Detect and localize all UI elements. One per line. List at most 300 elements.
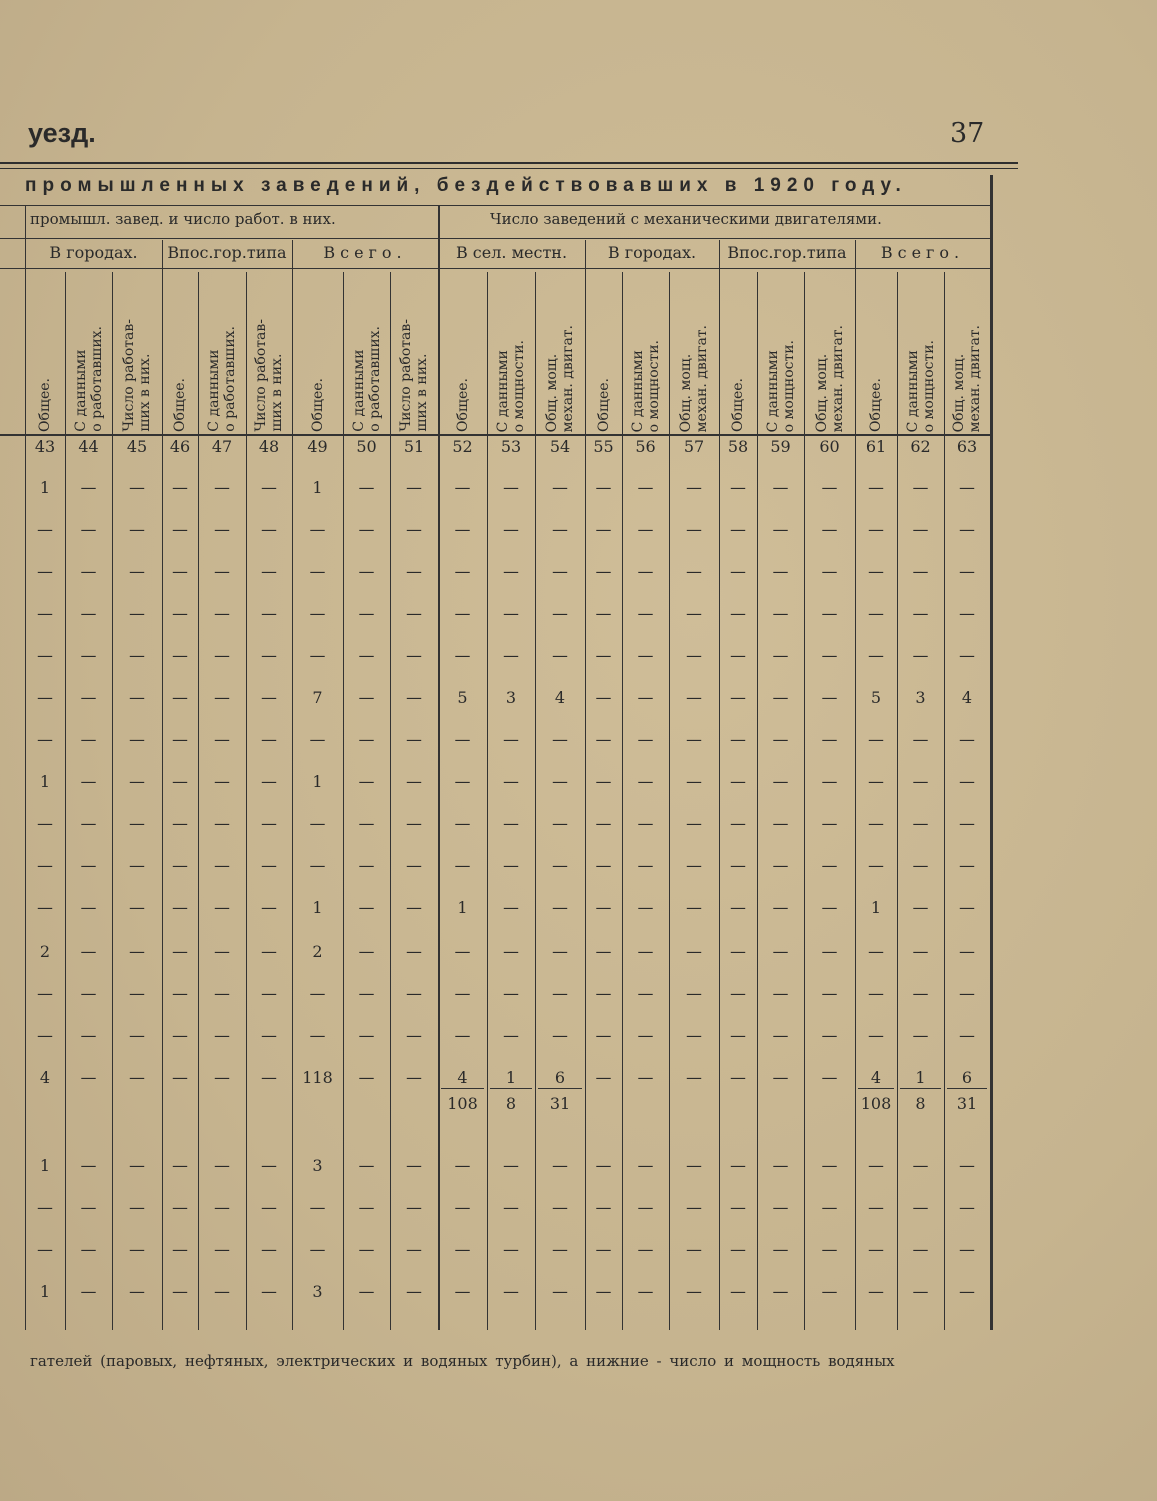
data-cell: 8 xyxy=(915,1094,926,1113)
column-header-text: Общ. мощ. механ. двигат. xyxy=(678,324,710,432)
empty-cell-dash: — xyxy=(730,772,746,791)
empty-cell-dash: — xyxy=(959,646,975,665)
empty-cell-dash: — xyxy=(406,856,422,875)
empty-cell-dash: — xyxy=(214,984,230,1003)
empty-cell-dash: — xyxy=(214,898,230,917)
empty-cell-dash: — xyxy=(912,730,929,749)
empty-cell-dash: — xyxy=(772,1198,789,1217)
empty-cell-dash: — xyxy=(821,898,838,917)
empty-cell-dash: — xyxy=(261,772,277,791)
data-cell: 3 xyxy=(312,1156,323,1175)
empty-cell-dash: — xyxy=(821,1198,838,1217)
empty-cell-dash: — xyxy=(595,730,612,749)
empty-cell-dash: — xyxy=(80,1068,97,1087)
empty-cell-dash: — xyxy=(261,942,277,961)
column-header-text: Общее. xyxy=(37,378,53,432)
column-header-text: Общее. xyxy=(595,378,612,432)
empty-cell-dash: — xyxy=(309,562,326,581)
empty-cell-dash: — xyxy=(772,604,789,623)
empty-cell-dash: — xyxy=(912,478,929,497)
column-header-text: Общее. xyxy=(868,378,884,432)
empty-cell-dash: — xyxy=(912,984,929,1003)
empty-cell-dash: — xyxy=(172,1026,188,1045)
empty-cell-dash: — xyxy=(37,730,53,749)
empty-cell-dash: — xyxy=(80,562,97,581)
empty-cell-dash: — xyxy=(172,562,188,581)
empty-cell-dash: — xyxy=(454,1026,471,1045)
data-cell: 7 xyxy=(312,688,323,707)
empty-cell-dash: — xyxy=(80,646,97,665)
empty-cell-dash: — xyxy=(309,1240,326,1259)
empty-cell-dash: — xyxy=(686,604,702,623)
group-rule xyxy=(0,238,992,239)
empty-cell-dash: — xyxy=(406,730,422,749)
empty-cell-dash: — xyxy=(821,984,838,1003)
column-number: 50 xyxy=(356,437,377,456)
empty-cell-dash: — xyxy=(172,604,188,623)
data-cell: 4 xyxy=(961,688,973,707)
column-number: 54 xyxy=(549,437,571,456)
empty-cell-dash: — xyxy=(772,688,789,707)
subgroup-header: Всего. xyxy=(323,243,407,262)
column-number: 55 xyxy=(593,437,614,456)
empty-cell-dash: — xyxy=(912,520,929,539)
empty-cell-dash: — xyxy=(261,856,277,875)
column-number: 47 xyxy=(211,437,233,456)
empty-cell-dash: — xyxy=(309,520,326,539)
empty-cell-dash: — xyxy=(821,730,838,749)
empty-cell-dash: — xyxy=(730,1282,746,1301)
empty-cell-dash: — xyxy=(595,898,612,917)
empty-cell-dash: — xyxy=(129,772,145,791)
data-cell: 1 xyxy=(870,898,882,917)
empty-cell-dash: — xyxy=(686,520,702,539)
empty-cell-dash: — xyxy=(358,1156,375,1175)
empty-cell-dash: — xyxy=(454,1156,471,1175)
column-header-s-dannymi-moshch xyxy=(622,272,669,432)
column-header-s-dannymi-moshch xyxy=(757,272,804,432)
subgroup-header: Впос.гор.типа xyxy=(167,243,287,262)
empty-cell-dash: — xyxy=(129,984,145,1003)
empty-cell-dash: — xyxy=(552,1156,568,1175)
empty-cell-dash: — xyxy=(454,646,471,665)
column-header-text: Число работав- ших в них. xyxy=(398,319,430,432)
column-header-obshchee xyxy=(292,272,343,432)
empty-cell-dash: — xyxy=(454,730,471,749)
data-cell: 2 xyxy=(312,942,323,961)
empty-cell-dash: — xyxy=(358,772,375,791)
empty-cell-dash: — xyxy=(503,1282,519,1301)
empty-cell-dash: — xyxy=(912,942,929,961)
empty-cell-dash: — xyxy=(595,688,612,707)
empty-cell-dash: — xyxy=(772,1068,789,1087)
empty-cell-dash: — xyxy=(358,1068,375,1087)
empty-cell-dash: — xyxy=(503,1156,519,1175)
column-header-text: Общее. xyxy=(730,378,746,432)
empty-cell-dash: — xyxy=(637,772,654,791)
fraction-rule xyxy=(441,1088,484,1089)
column-header-chislo-rab xyxy=(246,272,292,432)
empty-cell-dash: — xyxy=(172,984,188,1003)
empty-cell-dash: — xyxy=(868,984,884,1003)
data-cell: 4 xyxy=(554,688,566,707)
empty-cell-dash: — xyxy=(214,1198,230,1217)
empty-cell-dash: — xyxy=(80,856,97,875)
empty-cell-dash: — xyxy=(821,856,838,875)
column-header-text: С данными о мощности. xyxy=(629,339,662,432)
empty-cell-dash: — xyxy=(406,898,422,917)
empty-cell-dash: — xyxy=(595,814,612,833)
empty-cell-dash: — xyxy=(868,942,884,961)
empty-cell-dash: — xyxy=(129,1026,145,1045)
empty-cell-dash: — xyxy=(730,478,746,497)
empty-cell-dash: — xyxy=(637,898,654,917)
empty-cell-dash: — xyxy=(406,646,422,665)
data-cell: 1 xyxy=(915,1068,926,1087)
empty-cell-dash: — xyxy=(214,772,230,791)
fraction-rule xyxy=(538,1088,582,1089)
empty-cell-dash: — xyxy=(37,898,53,917)
empty-cell-dash: — xyxy=(406,478,422,497)
empty-cell-dash: — xyxy=(959,478,975,497)
empty-cell-dash: — xyxy=(214,646,230,665)
empty-cell-dash: — xyxy=(772,646,789,665)
empty-cell-dash: — xyxy=(80,942,97,961)
empty-cell-dash: — xyxy=(552,1282,568,1301)
column-number: 60 xyxy=(819,437,840,456)
data-cell: 5 xyxy=(457,688,468,707)
data-cell: 1 xyxy=(39,1282,51,1301)
empty-cell-dash: — xyxy=(80,1282,97,1301)
empty-cell-dash: — xyxy=(595,562,612,581)
empty-cell-dash: — xyxy=(772,942,789,961)
empty-cell-dash: — xyxy=(912,814,929,833)
empty-cell-dash: — xyxy=(172,942,188,961)
empty-cell-dash: — xyxy=(821,688,838,707)
empty-cell-dash: — xyxy=(80,604,97,623)
empty-cell-dash: — xyxy=(358,1026,375,1045)
header-district-label: уезд. xyxy=(28,118,96,148)
empty-cell-dash: — xyxy=(552,942,568,961)
empty-cell-dash: — xyxy=(772,814,789,833)
empty-cell-dash: — xyxy=(730,562,746,581)
column-header-s-dannymi-rab xyxy=(198,272,246,432)
empty-cell-dash: — xyxy=(552,730,568,749)
empty-cell-dash: — xyxy=(129,942,145,961)
empty-cell-dash: — xyxy=(821,772,838,791)
empty-cell-dash: — xyxy=(686,1068,702,1087)
empty-cell-dash: — xyxy=(503,562,519,581)
empty-cell-dash: — xyxy=(959,1156,975,1175)
header-rule-thin xyxy=(0,168,1018,169)
empty-cell-dash: — xyxy=(214,688,230,707)
empty-cell-dash: — xyxy=(959,520,975,539)
empty-cell-dash: — xyxy=(730,730,746,749)
column-number: 58 xyxy=(727,437,749,456)
empty-cell-dash: — xyxy=(772,1282,789,1301)
empty-cell-dash: — xyxy=(686,730,702,749)
subgroup-header: Впос.гор.типа xyxy=(727,243,847,262)
empty-cell-dash: — xyxy=(172,730,188,749)
empty-cell-dash: — xyxy=(959,856,975,875)
empty-cell-dash: — xyxy=(637,1156,654,1175)
page-number: 37 xyxy=(950,118,985,149)
column-header-text: С данными о мощности. xyxy=(764,339,797,432)
empty-cell-dash: — xyxy=(37,604,53,623)
empty-cell-dash: — xyxy=(595,772,612,791)
empty-cell-dash: — xyxy=(80,984,97,1003)
empty-cell-dash: — xyxy=(261,562,277,581)
empty-cell-dash: — xyxy=(595,1068,612,1087)
empty-cell-dash: — xyxy=(552,1198,568,1217)
empty-cell-dash: — xyxy=(454,942,471,961)
empty-cell-dash: — xyxy=(821,942,838,961)
empty-cell-dash: — xyxy=(686,1198,702,1217)
empty-cell-dash: — xyxy=(309,730,326,749)
empty-cell-dash: — xyxy=(730,942,746,961)
empty-cell-dash: — xyxy=(406,688,422,707)
empty-cell-dash: — xyxy=(309,856,326,875)
column-number: 59 xyxy=(770,437,791,456)
data-cell: 118 xyxy=(302,1068,333,1087)
empty-cell-dash: — xyxy=(129,562,145,581)
empty-cell-dash: — xyxy=(730,688,746,707)
empty-cell-dash: — xyxy=(358,478,375,497)
empty-cell-dash: — xyxy=(454,1198,471,1217)
empty-cell-dash: — xyxy=(454,1282,471,1301)
column-header-text: Число работав- ших в них. xyxy=(253,319,285,432)
empty-cell-dash: — xyxy=(730,814,746,833)
empty-cell-dash: — xyxy=(129,730,145,749)
empty-cell-dash: — xyxy=(821,520,838,539)
empty-cell-dash: — xyxy=(503,814,519,833)
empty-cell-dash: — xyxy=(772,856,789,875)
empty-cell-dash: — xyxy=(309,646,326,665)
column-number: 61 xyxy=(865,437,887,456)
empty-cell-dash: — xyxy=(730,646,746,665)
column-header-s-dannymi-rab xyxy=(65,272,112,432)
empty-cell-dash: — xyxy=(37,814,53,833)
column-number: 49 xyxy=(307,437,328,456)
column-header-obshch-moshch xyxy=(804,272,855,432)
empty-cell-dash: — xyxy=(406,604,422,623)
empty-cell-dash: — xyxy=(503,1198,519,1217)
empty-cell-dash: — xyxy=(37,562,53,581)
empty-cell-dash: — xyxy=(358,1240,375,1259)
empty-cell-dash: — xyxy=(552,856,568,875)
empty-cell-dash: — xyxy=(214,478,230,497)
fraction-rule xyxy=(490,1088,532,1089)
empty-cell-dash: — xyxy=(912,562,929,581)
empty-cell-dash: — xyxy=(358,646,375,665)
empty-cell-dash: — xyxy=(261,898,277,917)
empty-cell-dash: — xyxy=(821,1282,838,1301)
empty-cell-dash: — xyxy=(358,730,375,749)
empty-cell-dash: — xyxy=(552,478,568,497)
empty-cell-dash: — xyxy=(406,942,422,961)
empty-cell-dash: — xyxy=(406,520,422,539)
empty-cell-dash: — xyxy=(821,1240,838,1259)
column-number: 43 xyxy=(34,437,56,456)
empty-cell-dash: — xyxy=(80,898,97,917)
empty-cell-dash: — xyxy=(261,604,277,623)
empty-cell-dash: — xyxy=(129,814,145,833)
empty-cell-dash: — xyxy=(595,646,612,665)
empty-cell-dash: — xyxy=(214,1282,230,1301)
empty-cell-dash: — xyxy=(959,1026,975,1045)
empty-cell-dash: — xyxy=(503,646,519,665)
empty-cell-dash: — xyxy=(454,856,471,875)
subgroup-rule xyxy=(0,268,992,269)
empty-cell-dash: — xyxy=(37,1240,53,1259)
table-title: промышленных заведений, бездействовавших в 1920 году. xyxy=(25,175,907,196)
column-number: 52 xyxy=(452,437,473,456)
empty-cell-dash: — xyxy=(454,520,471,539)
empty-cell-dash: — xyxy=(637,814,654,833)
empty-cell-dash: — xyxy=(868,1156,884,1175)
column-header-text: С данными о работавших. xyxy=(350,326,383,432)
empty-cell-dash: — xyxy=(172,520,188,539)
data-cell: 31 xyxy=(956,1094,978,1113)
column-header-chislo-rab xyxy=(390,272,438,432)
empty-cell-dash: — xyxy=(503,984,519,1003)
empty-cell-dash: — xyxy=(772,562,789,581)
empty-cell-dash: — xyxy=(503,942,519,961)
empty-cell-dash: — xyxy=(686,942,702,961)
empty-cell-dash: — xyxy=(129,1282,145,1301)
data-cell: 1 xyxy=(39,772,51,791)
column-number: 56 xyxy=(635,437,656,456)
empty-cell-dash: — xyxy=(552,1026,568,1045)
empty-cell-dash: — xyxy=(552,898,568,917)
empty-cell-dash: — xyxy=(172,646,188,665)
empty-cell-dash: — xyxy=(959,942,975,961)
empty-cell-dash: — xyxy=(80,1198,97,1217)
empty-cell-dash: — xyxy=(868,772,884,791)
empty-cell-dash: — xyxy=(912,1026,929,1045)
data-cell: 2 xyxy=(39,942,51,961)
empty-cell-dash: — xyxy=(261,1156,277,1175)
data-cell: 4 xyxy=(870,1068,882,1087)
empty-cell-dash: — xyxy=(80,730,97,749)
column-header-text: С данными о мощности. xyxy=(904,339,937,432)
empty-cell-dash: — xyxy=(821,1156,838,1175)
empty-cell-dash: — xyxy=(172,1156,188,1175)
empty-cell-dash: — xyxy=(80,1240,97,1259)
empty-cell-dash: — xyxy=(637,942,654,961)
empty-cell-dash: — xyxy=(686,1282,702,1301)
empty-cell-dash: — xyxy=(637,1198,654,1217)
empty-cell-dash: — xyxy=(912,898,929,917)
empty-cell-dash: — xyxy=(406,1026,422,1045)
column-number: 44 xyxy=(78,437,99,456)
empty-cell-dash: — xyxy=(595,1240,612,1259)
empty-cell-dash: — xyxy=(129,1240,145,1259)
empty-cell-dash: — xyxy=(214,1156,230,1175)
empty-cell-dash: — xyxy=(772,984,789,1003)
empty-cell-dash: — xyxy=(868,730,884,749)
column-header-text: С данными о работавших. xyxy=(206,326,238,432)
empty-cell-dash: — xyxy=(358,604,375,623)
data-cell: 1 xyxy=(505,1068,517,1087)
empty-cell-dash: — xyxy=(358,562,375,581)
empty-cell-dash: — xyxy=(772,520,789,539)
empty-cell-dash: — xyxy=(37,1198,53,1217)
empty-cell-dash: — xyxy=(37,1026,53,1045)
column-header-obshch-moshch xyxy=(944,272,990,432)
empty-cell-dash: — xyxy=(129,856,145,875)
empty-cell-dash: — xyxy=(959,604,975,623)
empty-cell-dash: — xyxy=(37,688,53,707)
empty-cell-dash: — xyxy=(261,1068,277,1087)
empty-cell-dash: — xyxy=(552,814,568,833)
column-header-obshchee xyxy=(438,272,487,432)
empty-cell-dash: — xyxy=(595,478,612,497)
empty-cell-dash: — xyxy=(552,646,568,665)
subgroup-header: В городах. xyxy=(49,243,138,262)
data-cell: 1 xyxy=(312,478,323,497)
data-cell: 1 xyxy=(39,478,51,497)
empty-cell-dash: — xyxy=(172,1068,188,1087)
column-header-text: С данными о работавших. xyxy=(72,326,105,432)
empty-cell-dash: — xyxy=(868,1026,884,1045)
empty-cell-dash: — xyxy=(730,856,746,875)
column-header-text: С данными о мощности. xyxy=(495,339,527,432)
empty-cell-dash: — xyxy=(772,772,789,791)
column-header-s-dannymi-moshch xyxy=(487,272,535,432)
empty-cell-dash: — xyxy=(686,1240,702,1259)
column-header-obshchee xyxy=(719,272,757,432)
empty-cell-dash: — xyxy=(637,688,654,707)
empty-cell-dash: — xyxy=(261,1026,277,1045)
empty-cell-dash: — xyxy=(637,984,654,1003)
empty-cell-dash: — xyxy=(503,478,519,497)
empty-cell-dash: — xyxy=(358,520,375,539)
empty-cell-dash: — xyxy=(358,1198,375,1217)
empty-cell-dash: — xyxy=(172,1198,188,1217)
empty-cell-dash: — xyxy=(868,1282,884,1301)
title-rule xyxy=(0,205,992,206)
column-rule xyxy=(990,175,993,1330)
data-cell: 1 xyxy=(457,898,468,917)
subgroup-header: В сел. местн. xyxy=(455,243,568,262)
empty-cell-dash: — xyxy=(552,1240,568,1259)
empty-cell-dash: — xyxy=(552,604,568,623)
empty-cell-dash: — xyxy=(503,772,519,791)
empty-cell-dash: — xyxy=(454,814,471,833)
empty-cell-dash: — xyxy=(595,856,612,875)
empty-cell-dash: — xyxy=(358,1282,375,1301)
empty-cell-dash: — xyxy=(80,478,97,497)
empty-cell-dash: — xyxy=(637,1240,654,1259)
column-header-chislo-rab xyxy=(112,272,162,432)
empty-cell-dash: — xyxy=(686,856,702,875)
column-header-obshch-moshch xyxy=(669,272,719,432)
empty-cell-dash: — xyxy=(686,688,702,707)
empty-cell-dash: — xyxy=(637,478,654,497)
empty-cell-dash: — xyxy=(821,478,838,497)
group-header-right: Число заведений с механическими двигателями. xyxy=(490,210,882,228)
empty-cell-dash: — xyxy=(406,562,422,581)
empty-cell-dash: — xyxy=(129,520,145,539)
empty-cell-dash: — xyxy=(172,688,188,707)
empty-cell-dash: — xyxy=(959,898,975,917)
empty-cell-dash: — xyxy=(503,1026,519,1045)
column-header-s-dannymi-rab xyxy=(343,272,390,432)
empty-cell-dash: — xyxy=(686,772,702,791)
empty-cell-dash: — xyxy=(129,646,145,665)
data-cell: 4 xyxy=(39,1068,51,1087)
